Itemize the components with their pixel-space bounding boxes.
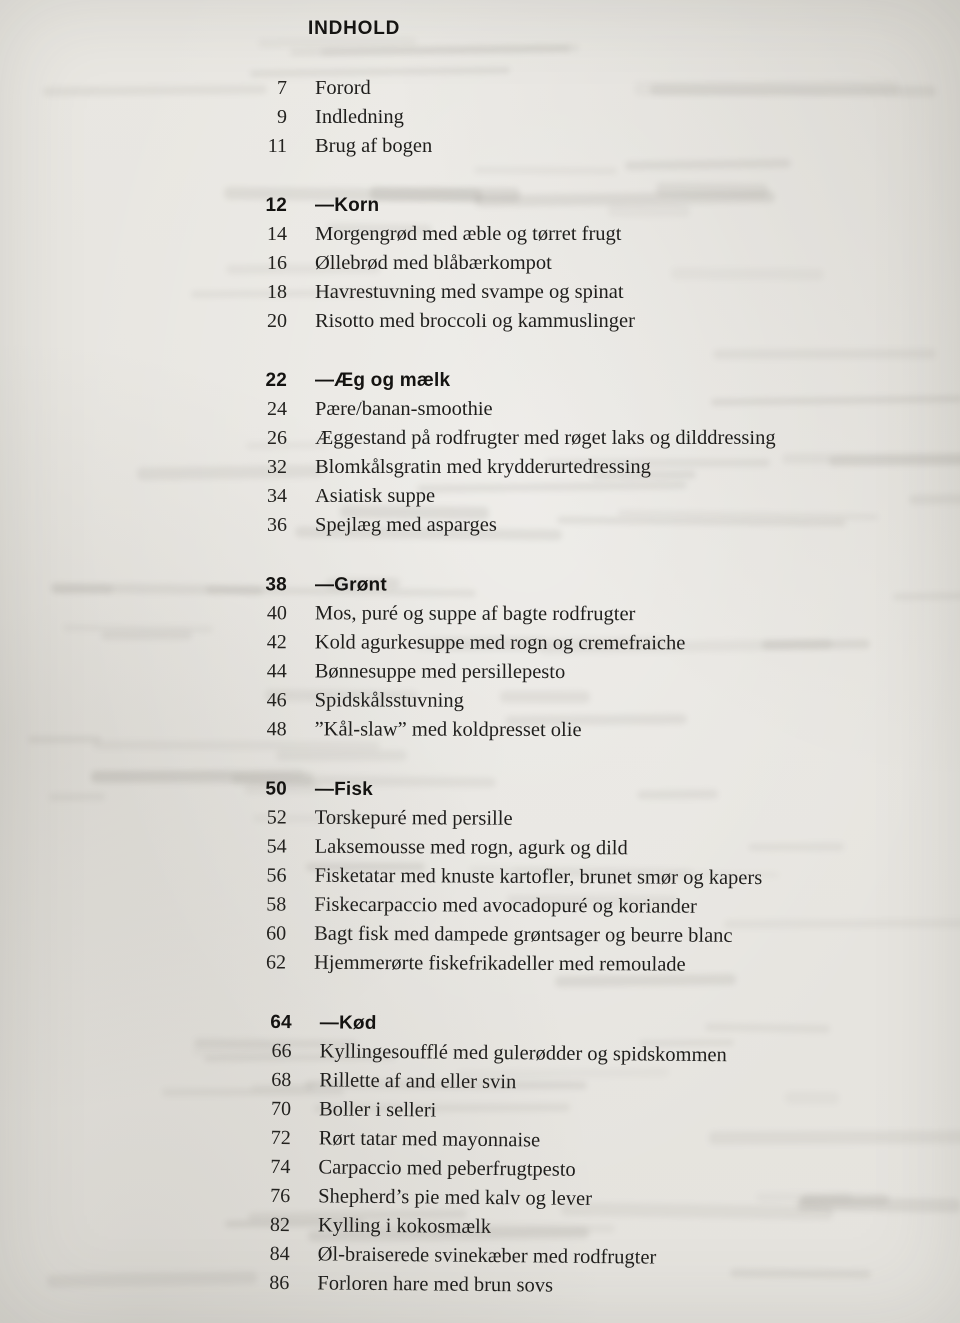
toc-entry-title: Bønnesuppe med persillepesto: [314, 660, 566, 684]
toc-section-title: —Fisk: [314, 778, 374, 801]
toc-entry-page-number: 72: [270, 1126, 291, 1150]
toc-entry-title: Øllebrød med blåbærkompot: [315, 252, 552, 274]
toc-entry-title: Spidskålsstuvning: [314, 689, 464, 712]
toc-entry-title: Kyllingesoufflé med gulerødder og spidskommen: [319, 1040, 727, 1067]
toc-entry-page-number: 60: [266, 922, 287, 945]
toc-entry-page-number: 18: [267, 281, 287, 303]
toc-entry-title: Carpaccio med peberfrugtpesto: [318, 1156, 576, 1181]
toc-entry-title: Indledning: [315, 106, 404, 128]
toc-entry-page-number: 64: [270, 1011, 292, 1034]
toc-entry-page-number: 34: [267, 485, 287, 507]
toc-entry-title: Fiskecarpaccio med avocadopuré og koriander: [314, 893, 697, 918]
toc-entry-page-number: 12: [265, 195, 287, 216]
toc-entry-page-number: 46: [266, 689, 287, 712]
toc-entry-page-number: 32: [267, 456, 287, 478]
toc-entry: [177, 803, 960, 836]
toc-entry: [177, 220, 960, 249]
toc-section-title: —Kød: [319, 1012, 377, 1034]
toc-entry: [177, 628, 960, 659]
toc-entry-title: Kold agurkesuppe med rogn og cremefraiche: [314, 631, 686, 655]
toc-entry-page-number: 86: [269, 1271, 290, 1295]
toc-entry-title: Hjemmerørte fiskefrikadeller med remoulade: [313, 951, 686, 976]
toc-entry-title: Kylling i kokosmælk: [317, 1214, 492, 1239]
toc-entry-page-number: 40: [266, 602, 287, 625]
toc-entry: [177, 453, 960, 482]
toc-entry-page-number: 22: [265, 370, 287, 391]
toc-entry: [176, 861, 959, 894]
toc-list: [0, 74, 960, 1297]
toc-entry-page-number: 42: [266, 631, 287, 654]
toc-entry: [177, 307, 960, 336]
toc-entry-title: Øl-braiserede svinekæber med rodfrugter: [317, 1243, 657, 1269]
toc-section-title: —Korn: [315, 195, 380, 216]
toc-section-heading: [177, 366, 960, 395]
toc-entry: [177, 395, 960, 424]
toc-entry: [177, 278, 960, 307]
toc-entry-page-number: 36: [267, 514, 287, 536]
toc-section: [179, 1007, 960, 1305]
toc-section: [176, 774, 960, 981]
toc-entry: [176, 919, 959, 952]
toc-entry-title: Risotto med broccoli og kammuslinger: [315, 310, 635, 332]
toc-entry-page-number: 24: [267, 398, 287, 420]
toc-entry: [177, 482, 960, 511]
toc-entry-page-number: 70: [270, 1097, 292, 1121]
toc-entry-page-number: 50: [265, 778, 287, 800]
toc-section-title: —Grønt: [314, 574, 387, 596]
toc-entry-title: Rillette af and eller svin: [319, 1069, 517, 1094]
toc-entry-title: Fisketatar med knuste kartofler, brunet smør og kapers: [314, 864, 763, 890]
toc-entry-page-number: 26: [267, 427, 287, 449]
toc-entry: [176, 890, 959, 923]
toc-entry-title: Blomkålsgratin med krydderurtedressing: [315, 456, 651, 478]
toc-entry-title: Havrestuvning med svampe og spinat: [315, 281, 624, 303]
toc-entry-page-number: 76: [270, 1184, 291, 1208]
toc-entry-title: Æggestand på rodfrugter med røget laks og dilddressing: [315, 427, 776, 449]
toc-entry: [177, 686, 960, 717]
toc-entry-title: Brug af bogen: [315, 135, 433, 157]
toc-entry-page-number: 9: [277, 106, 287, 128]
toc-entry-page-number: 20: [267, 310, 287, 332]
toc-section: [177, 570, 960, 746]
toc-entry-page-number: 7: [277, 77, 287, 99]
toc-entry-page-number: 66: [271, 1039, 292, 1063]
toc-entry-title: Rørt tatar med mayonnaise: [318, 1127, 541, 1152]
toc-entry-title: Boller i selleri: [318, 1098, 437, 1122]
toc-entry-title: ”Kål-slaw” med koldpresset olie: [314, 718, 582, 742]
toc-entry-page-number: 54: [266, 835, 287, 858]
toc-entry-page-number: 74: [270, 1155, 291, 1179]
toc-entry-title: Forloren hare med brun sovs: [317, 1272, 554, 1297]
toc-entry: [177, 424, 960, 453]
toc-section-heading: [177, 191, 960, 220]
toc-section: [177, 366, 960, 540]
toc-entry-page-number: 16: [267, 252, 287, 274]
toc-entry: [177, 832, 960, 865]
toc-entry-page-number: 11: [267, 135, 287, 157]
toc-section-heading: [177, 570, 960, 601]
toc-entry-title: Forord: [315, 77, 371, 99]
toc-entry: [179, 1268, 960, 1305]
toc-entry-page-number: 48: [266, 718, 287, 741]
toc-entry-title: Pære/banan-smoothie: [315, 398, 493, 420]
toc-section: [177, 191, 960, 336]
toc-entry-page-number: 56: [266, 864, 287, 887]
toc-entry-page-number: 68: [271, 1068, 292, 1092]
toc-entry: [177, 657, 960, 688]
toc-entry-page-number: 62: [265, 951, 287, 974]
toc-entry-title: Shepherd’s pie med kalv og lever: [318, 1185, 593, 1210]
toc-entry-title: Spejlæg med asparges: [315, 514, 497, 536]
toc-entry-page-number: 44: [266, 660, 287, 683]
toc-entry-page-number: 84: [269, 1242, 290, 1266]
toc-entry-page-number: 14: [267, 223, 287, 245]
toc-entry-title: Laksemousse med rogn, agurk og dild: [314, 835, 628, 860]
toc-entry: [177, 103, 960, 132]
toc-entry-title: Morgengrød med æble og tørret frugt: [315, 223, 622, 245]
toc-section-heading: [177, 774, 960, 807]
toc-entry-title: Torskepuré med persille: [314, 806, 513, 830]
toc-entry-title: Mos, puré og suppe af bagte rodfrugter: [314, 602, 636, 626]
toc-entry: [177, 599, 960, 630]
toc-entry-page-number: 38: [265, 574, 287, 596]
toc-entry: [177, 715, 960, 746]
toc-entry-title: Bagt fisk med dampede grøntsager og beurre blanc: [314, 922, 733, 947]
toc-entry: [177, 511, 960, 540]
toc-entry: [177, 74, 960, 103]
toc-entry: [177, 132, 960, 161]
toc-entry-title: Asiatisk suppe: [315, 485, 436, 507]
toc-section: [177, 74, 960, 161]
toc-entry: [177, 249, 960, 278]
toc-entry-page-number: 52: [266, 806, 287, 829]
page-title: INDHOLD: [308, 18, 401, 39]
toc-entry-page-number: 82: [269, 1213, 291, 1237]
toc-section-title: —Æg og mælk: [315, 370, 451, 391]
toc-entry-page-number: 58: [266, 893, 287, 916]
toc-entry: [176, 948, 959, 981]
